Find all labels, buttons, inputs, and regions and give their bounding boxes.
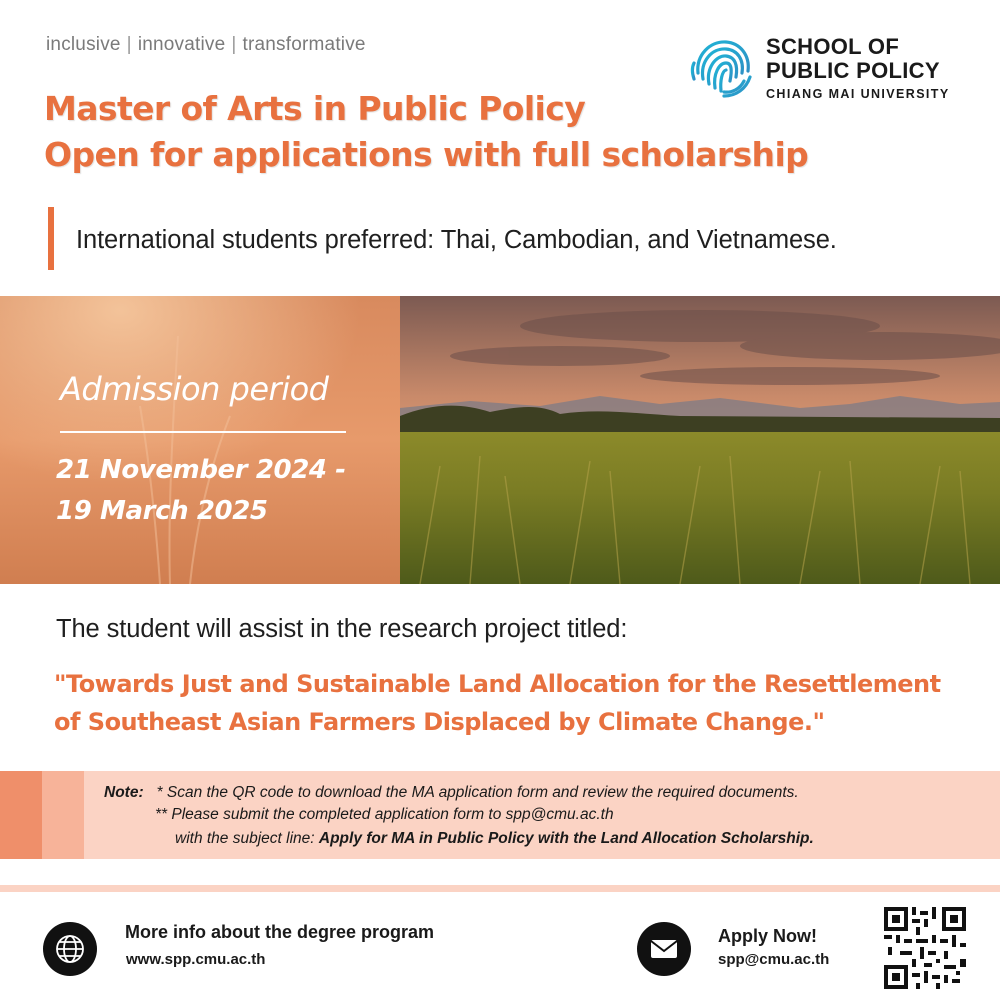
research-intro: The student will assist in the research project titled: [56, 615, 628, 643]
accent-bar [48, 207, 54, 270]
note-text-1: * Scan the QR code to download the MA application form and review the required documents. [156, 784, 799, 801]
info-title: More info about the degree program [125, 922, 435, 942]
note-line-1 [104, 784, 799, 802]
research-title-line-2: of Southeast Asian Farmers Displaced by Climate Change." [54, 708, 825, 736]
research-title-line-1: "Towards Just and Sustainable Land Allocation for the Resettlement [54, 670, 941, 698]
logo-line-3: CHIANG MAI UNIVERSITY [766, 87, 950, 101]
note-label: Note: [104, 784, 144, 801]
envelope-icon [637, 922, 691, 976]
headline-line-1: Master of Arts in Public Policy [44, 89, 586, 128]
note-strip-light [42, 771, 84, 859]
admission-divider [60, 431, 346, 433]
rice-field-banner [0, 296, 1000, 584]
logo-line-1: SCHOOL OF [766, 34, 900, 59]
headline [44, 86, 944, 178]
admission-title: Admission period [60, 370, 329, 408]
note-line-3 [175, 830, 814, 848]
qr-code-icon[interactable] [884, 907, 966, 989]
note-text-3: with the subject line: [175, 830, 319, 847]
apply-email-link[interactable]: spp@cmu.ac.th [718, 951, 830, 968]
preference-text: International students preferred: Thai, Cambodian, and Vietnamese. [76, 226, 837, 254]
tagline-word: innovative [137, 34, 226, 55]
tagline-word: inclusive [46, 34, 121, 55]
apply-title: Apply Now! [718, 926, 817, 946]
footer-divider [0, 885, 1000, 892]
research-title [54, 665, 984, 741]
note-strip-dark [0, 771, 42, 859]
tagline-word: transformative [242, 34, 366, 55]
note-subject-line: Apply for MA in Public Policy with the Land Allocation Scholarship. [318, 830, 814, 847]
banner-illustration [0, 296, 1000, 584]
globe-icon [43, 922, 97, 976]
tagline-separator: | [231, 34, 237, 55]
note-text-2: ** Please submit the completed application form to spp@cmu.ac.th [155, 806, 614, 823]
headline-line-2: Open for applications with full scholarship [44, 135, 809, 174]
info-url-link[interactable]: www.spp.cmu.ac.th [126, 951, 266, 968]
tagline [46, 34, 366, 56]
admission-date-end: 19 March 2025 [56, 496, 268, 526]
tagline-separator: | [126, 34, 132, 55]
logo-line-2: PUBLIC POLICY [766, 58, 940, 83]
admission-date-start: 21 November 2024 - [56, 455, 346, 485]
note-line-2 [155, 806, 614, 824]
